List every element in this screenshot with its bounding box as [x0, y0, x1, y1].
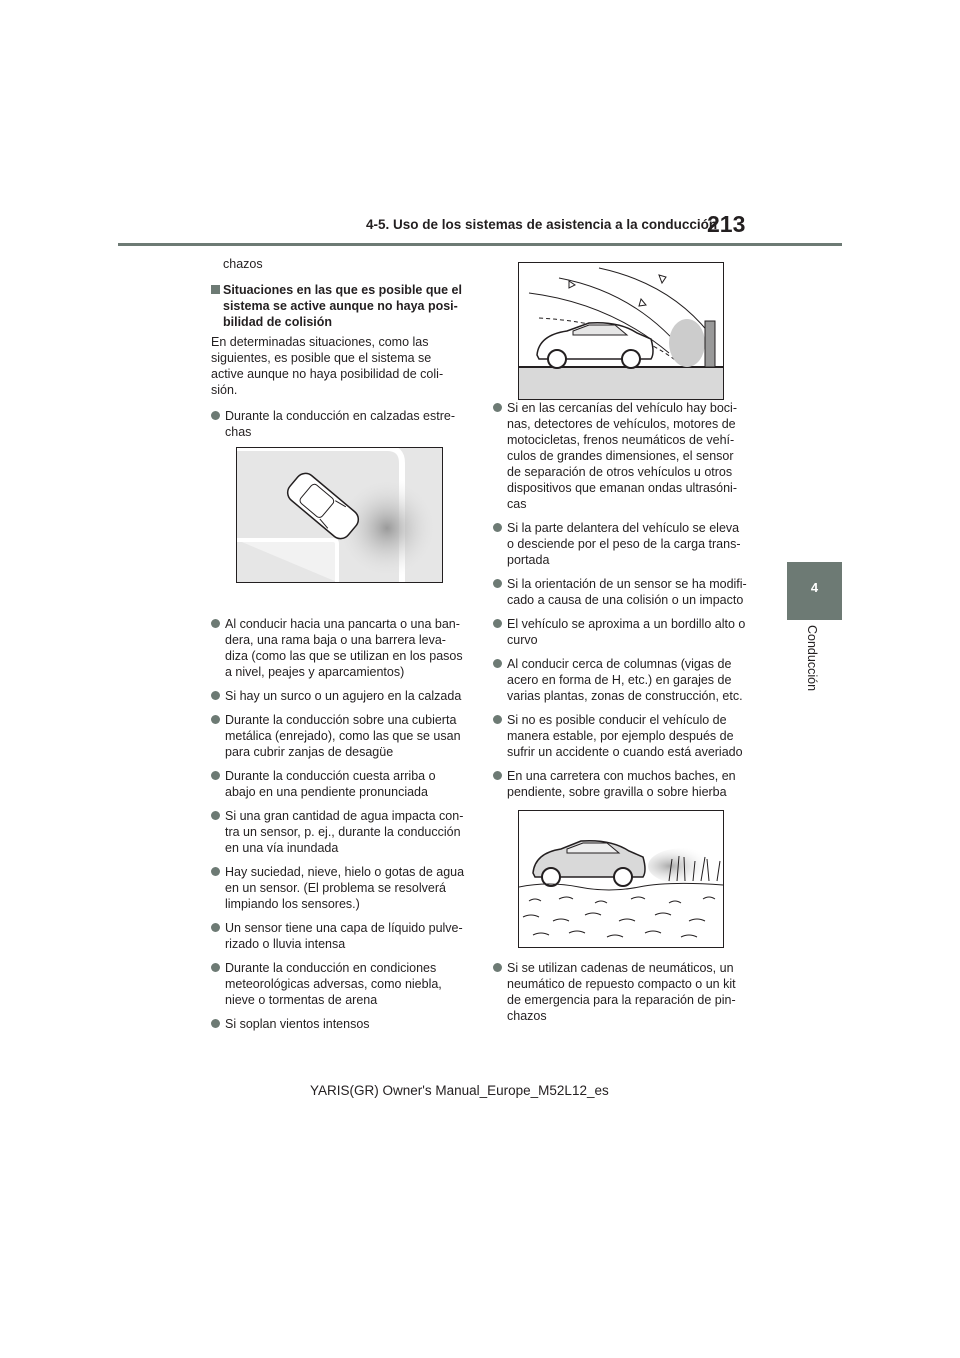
list-item-text: Al conducir cerca de columnas (vigas de acero en forma de H, etc.) en garajes de varias plantas, zonas de construcción, etc.: [507, 657, 743, 703]
continuation-text: chazos: [223, 257, 263, 271]
list-item: [493, 656, 748, 704]
bullet-dot-icon: [493, 963, 502, 972]
list-item-text: Durante la conducción cuesta arriba o abajo en una pendiente pronunciada: [225, 769, 436, 799]
bullet-dot-icon: [211, 1019, 220, 1028]
list-item: [211, 712, 466, 760]
windblown-objects-illustration: [518, 262, 724, 400]
narrow-road-svg: [237, 448, 442, 582]
list-item-text: Si soplan vientos intensos: [225, 1017, 370, 1031]
chapter-label: Conducción: [805, 625, 819, 692]
bullet-dot-icon: [493, 659, 502, 668]
page-number: 213: [707, 211, 746, 237]
footer-manual-id: YARIS(GR) Owner's Manual_Europe_M52L12_es: [310, 1083, 609, 1098]
list-item: [211, 864, 466, 912]
list-item: [211, 1016, 466, 1032]
list-item-text: Si la parte delantera del vehículo se eleva o desciende por el peso de la carga trans-portada: [507, 521, 741, 567]
bullet-dot-icon: [493, 715, 502, 724]
bullet-dot-icon: [493, 403, 502, 412]
list-item: [211, 768, 466, 800]
bullet-dot-icon: [211, 867, 220, 876]
list-item-text: Durante la conducción sobre una cubierta metálica (enrejado), como las que se usan para cubrir zanjas de desagüe: [225, 713, 461, 759]
list-item: [493, 960, 748, 1024]
list-item-text: En una carretera con muchos baches, en pendiente, sobre gravilla o sobre hierba: [507, 769, 736, 799]
rough-road-svg: [519, 811, 723, 947]
windblown-svg: [519, 263, 723, 399]
bullet-dot-icon: [493, 619, 502, 628]
bullet-dot-icon: [211, 811, 220, 820]
bullet-dot-icon: [211, 691, 220, 700]
header-rule: [118, 243, 842, 246]
list-item-text: Si no es posible conducir el vehículo de manera estable, por ejemplo después de sufrir un accidente o cuando está averiado: [507, 713, 743, 759]
list-item: [211, 808, 466, 856]
list-item: [211, 688, 466, 704]
chapter-label-box: [772, 625, 852, 705]
list-item: [211, 616, 466, 680]
list-item: [211, 920, 466, 952]
list-item: [493, 576, 748, 608]
narrow-road-illustration: [236, 447, 443, 583]
bullet-dot-icon: [493, 771, 502, 780]
list-item: [493, 712, 748, 760]
list-item: [493, 400, 748, 512]
list-item-text: Si hay un surco o un agujero en la calzada: [225, 689, 462, 703]
list-item: [493, 768, 748, 800]
bullet-dot-icon: [211, 963, 220, 972]
list-item-text: Durante la conducción en calzadas estre-chas: [225, 409, 455, 439]
section-heading-text: Situaciones en las que es posible que el sistema se active aunque no haya posi-bilidad de colisión: [223, 283, 462, 329]
bullet-dot-icon: [211, 923, 220, 932]
intro-paragraph: En determinadas situaciones, como las siguientes, es posible que el sistema se active aunque no haya posibilidad de coli-sión.: [211, 335, 444, 397]
list-item-text: Durante la conducción en condiciones meteorológicas adversas, como niebla, nieve o tormentas de arena: [225, 961, 442, 1007]
square-bullet-icon: [211, 285, 220, 294]
left-column: [211, 256, 466, 1040]
list-item-text: Si una gran cantidad de agua impacta con-tra un sensor, p. ej., durante la conducción en una vía inundada: [225, 809, 464, 855]
rough-road-illustration: [518, 810, 724, 948]
list-item-text: Si se utilizan cadenas de neumáticos, un neumático de repuesto compacto o un kit de emergencia para la reparación de pin-chazos: [507, 961, 736, 1023]
chapter-number: 4: [810, 580, 819, 595]
bullet-dot-icon: [493, 523, 502, 532]
section-heading: [211, 282, 466, 330]
header-section-title: 4-5. Uso de los sistemas de asistencia a la conducción: [366, 217, 718, 232]
bullet-dot-icon: [211, 771, 220, 780]
list-item: [493, 520, 748, 568]
list-item: [211, 960, 466, 1008]
bullet-dot-icon: [211, 411, 220, 420]
list-item-text: Un sensor tiene una capa de líquido pulve-rizado o lluvia intensa: [225, 921, 463, 951]
list-item-text: Al conducir hacia una pancarta o una ban-dera, una rama baja o una barrera leva-diza (como las que se utilizan en los pasos a nivel, peajes y aparcamientos): [225, 617, 463, 679]
bullet-dot-icon: [493, 579, 502, 588]
list-item-text: Hay suciedad, nieve, hielo o gotas de agua en un sensor. (El problema se resolverá limpiando los sensores.): [225, 865, 465, 911]
chapter-tab: [787, 562, 842, 620]
list-item-text: El vehículo se aproxima a un bordillo alto o curvo: [507, 617, 746, 647]
list-item-text: Si la orientación de un sensor se ha modifi-cado a causa de una colisión o un impacto: [507, 577, 747, 607]
list-item-text: Si en las cercanías del vehículo hay boci-nas, detectores de vehículos, motores de motocicletas, frenos neumáticos de vehí-culos de grandes dimensiones, el sensor de separación de otros vehículos u otros dispositivos que emanan ondas ultrasóni-cas: [507, 401, 737, 511]
bullet-dot-icon: [211, 619, 220, 628]
list-item: [211, 408, 466, 440]
bullet-dot-icon: [211, 715, 220, 724]
list-item: [493, 616, 748, 648]
